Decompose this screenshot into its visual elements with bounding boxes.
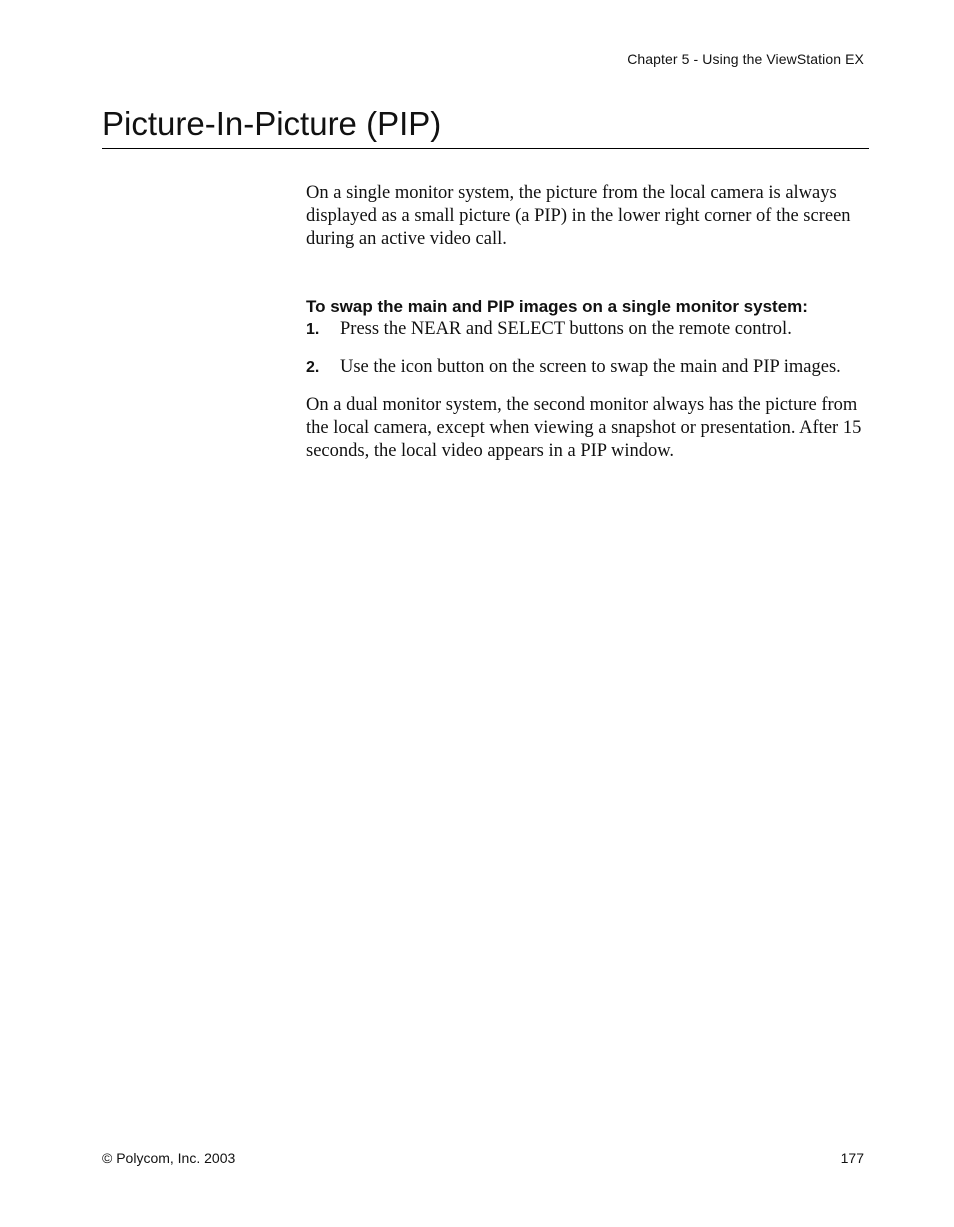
page-number: 177 [840, 1150, 864, 1166]
step-text: Use the icon button on the screen to swap the main and PIP images. [340, 357, 841, 377]
step-list [306, 318, 872, 379]
running-header: Chapter 5 - Using the ViewStation EX [627, 51, 864, 67]
dual-monitor-paragraph: On a dual monitor system, the second monitor always has the picture from the local camera, except when viewing a snapshot or presentation. After 15 seconds, the local video appears in a PIP window. [306, 395, 862, 461]
step-number: 2. [306, 359, 320, 376]
step-number: 1. [306, 321, 320, 338]
page-title: Picture-In-Picture (PIP) [102, 105, 442, 142]
procedure-heading: To swap the main and PIP images on a single monitor system: [306, 297, 808, 316]
body-column [306, 182, 872, 463]
list-item [306, 356, 872, 379]
footer-copyright: © Polycom, Inc. 2003 [102, 1150, 236, 1166]
title-divider [102, 148, 869, 149]
intro-paragraph: On a single monitor system, the picture from the local camera is always displayed as a small picture (a PIP) in the lower right corner of the screen during an active video call. [306, 183, 851, 249]
list-item [306, 318, 872, 341]
step-text: Press the NEAR and SELECT buttons on the remote control. [340, 319, 792, 339]
